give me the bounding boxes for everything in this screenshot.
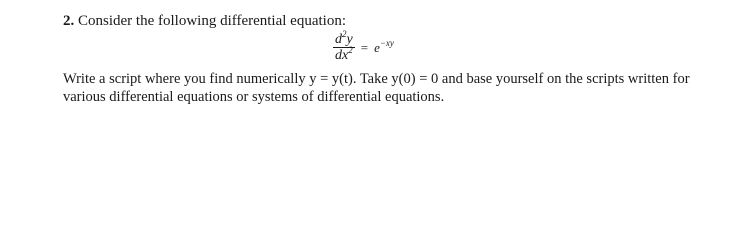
problem-number: 2. (63, 13, 75, 29)
fraction-denominator (333, 45, 355, 63)
problem-intro: Consider the following differential equation: (78, 13, 346, 29)
differential-equation (333, 29, 394, 63)
numerator-d: d (335, 32, 342, 47)
numerator-y: y (346, 32, 353, 47)
problem-heading (63, 12, 723, 30)
numerator-exponent: 2 (342, 29, 347, 39)
denominator-dx: dx (335, 48, 349, 63)
rhs-exponent: −xy (379, 37, 394, 48)
equals-sign: = (360, 39, 369, 55)
denominator-exponent: 2 (348, 45, 353, 55)
equation-rhs (374, 37, 394, 56)
rhs-base: e (374, 39, 380, 55)
second-derivative-fraction (333, 29, 355, 63)
problem-2 (63, 12, 723, 105)
problem-instructions: Write a script where you find numerically y = y(t). Take y(0) = 0 and base yourself on the scripts written for various differential equations or systems of differential equations. (63, 71, 690, 105)
